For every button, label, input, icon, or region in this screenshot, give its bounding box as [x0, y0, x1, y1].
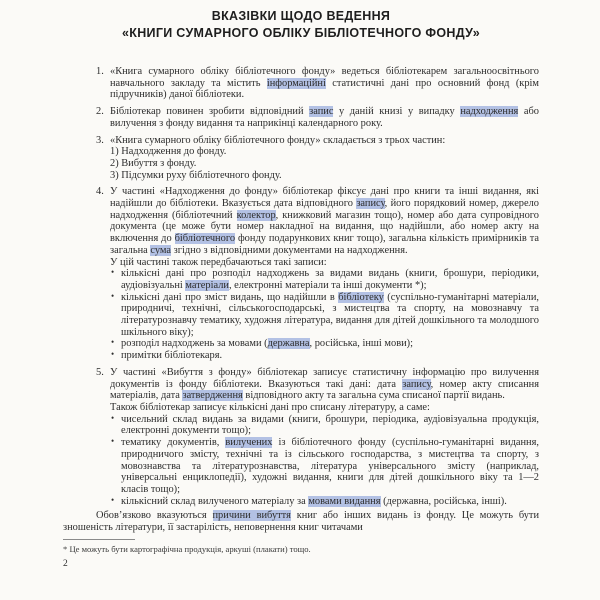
- paragraph-text: [121, 414, 539, 437]
- paragraph-text: [121, 292, 539, 338]
- text-run: , електронні матеріали та інші документи *);: [228, 279, 427, 291]
- paragraph-text: [110, 146, 226, 157]
- text-run: згідно з відповідними документами на надходження.: [171, 244, 408, 256]
- highlighted-word: запису: [402, 378, 431, 390]
- text-run: кількісні дані про зміст видань, що надійшли в: [121, 291, 339, 303]
- paragraph-text: [63, 510, 539, 533]
- item-number: 3.: [96, 134, 104, 146]
- text-run: фонду подарункових книг тощо), загальна кількість примірників та загальна: [110, 233, 540, 256]
- document-body: [63, 66, 539, 534]
- text-run: розподіл надходжень за мовами (: [121, 338, 268, 350]
- highlighted-word: вилучених: [225, 437, 273, 449]
- numbered-item-3: [63, 135, 539, 147]
- footnote-text: * Це можуть бути картографічна продукція, аркуші (плакати) тощо.: [63, 543, 311, 554]
- paragraph-text: [121, 437, 539, 495]
- numbered-item-5: [63, 367, 539, 402]
- page-number: 2: [63, 558, 68, 569]
- highlighted-word: сума: [150, 244, 172, 256]
- text-run: , його порядковий номер, джерело надходження (бібліотечний: [110, 198, 539, 221]
- bullet-icon: •: [111, 436, 115, 447]
- text-run: книг або інших видань із фонду. Це можуть бути зношеність літератури, її застарілість, неповернення книг читачами: [63, 510, 540, 534]
- sub-list-line: [63, 146, 539, 158]
- numbered-item-2: [63, 106, 539, 129]
- paragraph-text: [121, 268, 539, 291]
- highlighted-word: бібліотеку: [338, 291, 384, 303]
- bullet-item: [63, 338, 539, 350]
- text-run: або вилучення з фонду видання та наприкінці календарного року.: [110, 106, 539, 129]
- sub-list-line: [63, 158, 539, 170]
- paragraph-text: [110, 402, 430, 413]
- text-run: Бібліотекар повинен зробити відповідний: [110, 106, 310, 118]
- bullet-icon: •: [111, 267, 115, 278]
- bullet-icon: •: [111, 349, 115, 360]
- item-number: 2.: [96, 106, 104, 118]
- text-run: (державна, російська, інші).: [380, 495, 507, 507]
- text-run: кількісний склад вилученого матеріалу за: [121, 495, 309, 507]
- text-run: У частині «Надходження до фонду» бібліотекар фіксує дані про книги та інші видання, які надійшли до бібліотеки. Вказується дата відповідного: [110, 186, 539, 210]
- text-run: тематику документів,: [121, 437, 226, 449]
- paragraph-text: [121, 338, 413, 349]
- highlighted-word: колектор: [236, 209, 276, 221]
- text-run: У частині «Вибуття з фонду» бібліотекар записує статистичну інформацію про вилучення документів із фонду бібліотеки. Вказуються такі дані: дата: [110, 366, 539, 390]
- highlighted-word: запису: [356, 198, 385, 210]
- highlighted-word: затвердження: [182, 390, 243, 402]
- text-run: у даній книзі у випадку: [333, 106, 461, 118]
- footnote-divider: [63, 539, 135, 540]
- text-run: із бібліотечного фонду (суспільно-гуманітарні видання, природничого змісту, технічні та із сільського господарства, з мистецтва та спорту, з мовознавства та літературознавства, література універсального змісту (наприклад, універсальні енциклопедії), художні видання, книги для дітей дошкільного віку та 1—2 класів тощо);: [121, 437, 539, 495]
- highlighted-word: державна: [267, 338, 310, 350]
- highlighted-word: бібліотечного: [174, 233, 236, 245]
- text-run: , книжковий магазин тощо), номер або дата супровідного документа (це може бути номер накладної на видання, що надійшли, або номер акту на включення до: [110, 209, 539, 245]
- text-run: «Книга сумарного обліку бібліотечного фонду» складається з трьох частин:: [110, 134, 446, 146]
- numbered-item-4: [63, 186, 539, 256]
- text-run: , номер акту списання матеріалів, дата: [110, 378, 540, 402]
- bullet-icon: •: [111, 337, 115, 348]
- text-run: «Книга сумарного обліку бібліотечного фонду» ведеться бібліотекарем загальноосвітнього навчального закладу та містить: [110, 66, 539, 89]
- text-run: 1) Надходження до фонду.: [110, 146, 227, 158]
- page-title: [63, 8, 539, 42]
- text-run: чисельний склад видань за видами (книги, брошури, періодика, аудіовізуальна продукція, електронні документи тощо);: [121, 413, 539, 437]
- paragraph-text: [110, 135, 445, 146]
- closing-paragraph: [63, 510, 539, 533]
- text-run: статистичні дані про основний фонд (крім підручників) даної бібліотеки.: [110, 77, 539, 101]
- paragraph-text: [110, 257, 327, 268]
- item-number: 5.: [96, 366, 104, 378]
- sub-list-line: [63, 170, 539, 182]
- text-run: Обов’язково вказуються: [96, 510, 213, 522]
- paragraph-text: [110, 158, 196, 169]
- bullet-icon: •: [111, 412, 115, 423]
- highlighted-word: інформаційні: [266, 77, 326, 89]
- page-title-line-2: «КНИГИ СУМАРНОГО ОБЛІКУ БІБЛІОТЕЧНОГО ФОНДУ»: [122, 26, 480, 40]
- highlighted-word: матеріали: [185, 279, 229, 291]
- item-number: 4.: [96, 186, 104, 198]
- bullet-icon: •: [111, 494, 115, 505]
- highlighted-word: причини вибуття: [212, 510, 291, 522]
- paragraph-text: [110, 170, 282, 181]
- paragraph-text: [121, 496, 507, 507]
- bullet-item: [63, 437, 539, 496]
- paragraph-text: [110, 106, 539, 129]
- bullet-item: [63, 292, 539, 339]
- text-run: 2) Вибуття з фонду.: [110, 157, 197, 169]
- bullet-item: [63, 414, 539, 437]
- highlighted-word: запис: [309, 106, 334, 118]
- text-run: (суспільно-гуманітарні матеріали, природничі, технічні, сільськогосподарські, з мистецтва та спорту, на мовознавчу та літературознавчу тематику, художня література, видання для дітей дошкільного та молодшого шкільного віку);: [121, 291, 539, 338]
- item-number: 1.: [96, 66, 104, 77]
- text-run: Також бібліотекар записує кількісні дані про списану літературу, а саме:: [110, 401, 430, 413]
- paragraph-text: [121, 350, 222, 361]
- numbered-item-1: [63, 66, 539, 101]
- paragraph-text: [110, 367, 539, 401]
- text-run: , російська, інші мови);: [309, 338, 414, 350]
- text-run: 3) Підсумки руху бібліотечного фонду.: [110, 169, 282, 181]
- paragraph: [63, 257, 539, 269]
- bullet-icon: •: [111, 290, 115, 301]
- bullet-item: [63, 268, 539, 291]
- bullet-item: [63, 350, 539, 362]
- highlighted-word: надходження: [460, 106, 519, 118]
- page-title-line-1: ВКАЗІВКИ ЩОДО ВЕДЕННЯ: [211, 9, 391, 23]
- paragraph-text: [110, 186, 539, 256]
- text-run: відповідного акту та загальна сума списаної партії видань.: [242, 390, 505, 402]
- text-run: примітки бібліотекаря.: [121, 350, 223, 362]
- bullet-item: [63, 496, 539, 508]
- paragraph: [63, 402, 539, 414]
- paragraph-text: [110, 66, 539, 100]
- highlighted-word: мовами видання: [308, 495, 381, 507]
- text-run: У цій частині також передбачаються такі записи:: [110, 256, 327, 268]
- text-run: кількісні дані про розподіл надходжень за видами видань (книги, брошури, періодики, аудіовізуальні: [121, 268, 539, 291]
